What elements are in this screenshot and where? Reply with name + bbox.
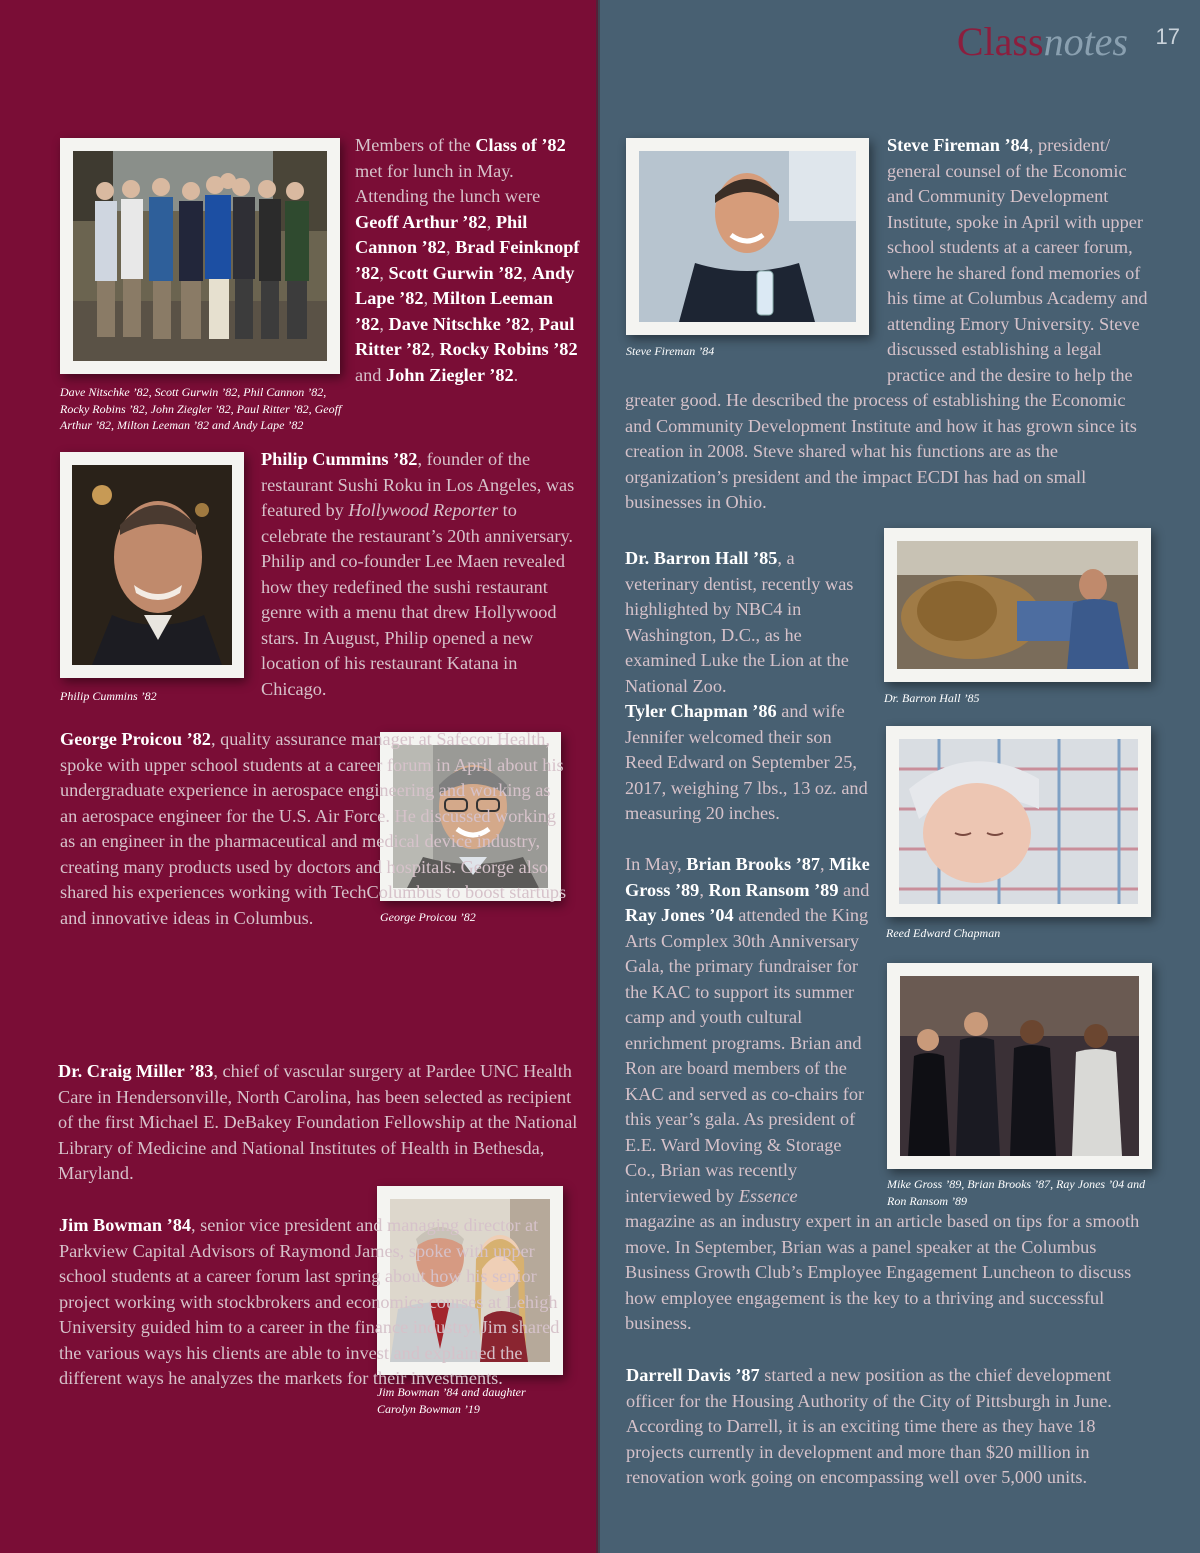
kac-attendee: Ron Ransom ’89 [708,879,839,900]
cummins-photo [60,452,244,678]
proicou-name: George Proicou ’82 [60,729,211,749]
hall-caption: Dr. Barron Hall ’85 [884,691,980,705]
attendee-name: Paul Ritter ’82 [355,313,575,359]
miller-name: Dr. Craig Miller ’83 [58,1061,214,1081]
kac-article: In May, Brian Brooks ’87, Mike Gross ’89, Ron Ransom ’89 and Ray Jones ’04 attended the King Arts Complex 30th Anniversary Gala, the primary fundraiser for the KAC to support its summer camp and youth cultural enrichment programs. Brian and Ron are board members of the KAC and served as co-chairs for this year’s gala. As president of E.E. Ward Moving & Storage Co., Brian was recently interviewed by Essence magazine as an industry expert in an article based on tips for a smooth move. In September, Brian was a panel speaker at the Columbus Business Growth Club’s Employee Engagement Luncheon to discuss how employee engagement is the key to a thriving and successful business. [625,854,1140,1333]
miller-text-1: , chief of vascular surgery at Pardee UNC Health Care in Hendersonville, North Carolina, has been selected as recipient of the first Michael E. DeBakey Foundation Fellowship at the National Library of Medicine and National Institutes of Health in Bethesda, Maryland. [58,1061,578,1183]
fireman-text-1: , president/ general counsel of the Economic and Community Development Institute, spoke in April with upper school students at a career forum, where he shared fond memories of his time at Columbus Academy and attending Emory University. Steve discussed establishing a legal practice and the desire to help the greater good. He described the process of establishing the Economic and Community Development Institute and how it has grown since its creation in 2008. Steve shared what his functions are as the organization’s president and the impact ECDI has had on small businesses in Ohio. [625,135,1148,512]
chapman-text-1: and wife Jennifer welcomed their son Reed Edward on September 25, 2017, weighing 7 lbs., 13 oz. and measuring 20 inches. [625,701,868,823]
kac-attendee: Brian Brooks ’87 [686,854,821,874]
kac-text-2: magazine as an industry expert in an article based on tips for a smooth move. In September, Brian was a panel speaker at the Columbus Business Growth Club’s Employee Engagement Luncheon to discuss how employee engagement is the key to a thriving and successful business. [625,1211,1140,1333]
column-divider [596,0,600,1553]
section-title-part1: Class [956,19,1044,64]
kac-text-1: attended the King Arts Complex 30th Anniversary Gala, the primary fundraiser for the KAC to support its summer camp and youth cultural enrichment programs. Brian and Ron are board members of the KAC and served as co-chairs for this year’s gala. As president of E.E. Ward Moving & Storage Co., Brian was recently interviewed by [625,905,869,1206]
hall-name: Dr. Barron Hall ’85 [625,548,778,568]
hall-photo [884,528,1151,682]
fireman-article [625,133,1150,516]
attendee-name: John Ziegler ’82 [385,364,514,385]
group-photo-image [73,151,327,361]
attendee-name: Andy Lape ’82 [355,262,575,308]
attendee-name: Milton Leeman ’82 [355,288,554,334]
chapman-name: Tyler Chapman ’86 [625,701,777,721]
attendee-name: Rocky Robins ’82 [439,339,578,359]
davis-article [626,1363,1146,1491]
bowman-article [59,1213,569,1392]
cummins-publication: Hollywood Reporter [348,500,499,520]
cummins-text-2: to celebrate the restaurant’s 20th anniversary. Philip and co-founder Lee Maen revealed how they redefined the sushi restaurant genre with a menu that drew Hollywood stars. In August, Philip opened a new location of his restaurant Katana in Chicago. [261,500,573,699]
page-number: 17 [1155,24,1180,49]
davis-name: Darrell Davis ’87 [626,1365,760,1385]
attendee-name: Geoff Arthur ’82 [355,211,487,232]
attendee-name: Phil Cannon ’82 [355,211,528,257]
portrait-image [72,465,232,665]
proicou-text-1: , quality assurance manager at Safecor Health, spoke with upper school students at a career forum in April about his undergraduate experience in aerospace engineering and working as an aerospace engineer for the U.S. Air Force. He discussed working as an engineer in the pharmaceutical and medical device industry, creating many products used by doctors and hospitals. George also shared his experiences working with TechColumbus to boost startups and innovative ideas in Columbus. [60,729,567,928]
cummins-caption: Philip Cummins ’82 [60,689,157,703]
lion-exam-image [897,541,1138,669]
kac-text-0: In May, [625,854,687,874]
fireman-name: Steve Fireman ’84 [887,135,1029,155]
hall-text-1: , a veterinary dentist, recently was highlighted by NBC4 in Washington, D.C., as he examined Luke the Lion at the National Zoo. [625,548,854,696]
class82-photo [60,138,340,374]
class82-article: Members of the Class of ’82 met for lunch in May. Attending the lunch were Geoff Arthur ’82, Phil Cannon ’82, Brad Feinknopf ’82, Scott Gurwin ’82, Andy Lape ’82, Milton Leeman ’82, Dave Nitschke ’82, Paul Ritter ’82, Rocky Robins ’82 and John Ziegler ’82. [355,135,580,385]
page-header [600,0,1200,70]
attendee-name: Scott Gurwin ’82 [388,262,523,283]
hall-article [625,546,873,699]
attendee-name: Dave Nitschke ’82 [388,313,530,334]
cummins-text-1: , founder of the restaurant Sushi Roku in Los Angeles, was featured by [261,449,575,520]
davis-text-1: started a new position as the chief development officer for the Housing Authority of the City of Pittsburgh in June. According to Darrell, it is an exciting time there as they have 18 projects currently in development and more than $20 million in renovation work going on encompassing well over 5,000 units. [626,1365,1112,1487]
miller-article [58,1059,578,1187]
section-title-part2: notes [1043,19,1128,64]
attendee-name: Brad Feinknopf ’82 [355,237,580,283]
class82-text-2: met for lunch in May. Attending the lunch were [355,160,541,206]
kac-attendee: Mike Gross ’89 [625,854,870,900]
chapman-caption: Reed Edward Chapman [886,926,1001,940]
bowman-caption: Jim Bowman ’84 and daughter Carolyn Bowman ’19 [377,1385,526,1416]
chapman-article [625,699,873,827]
kac-attendee: Ray Jones ’04 [625,905,734,925]
fireman-caption: Steve Fireman ’84 [626,344,715,358]
class82-text-1: Members of the [355,135,476,155]
cummins-name: Philip Cummins ’82 [261,449,418,469]
cummins-article [261,447,576,702]
bowman-name: Jim Bowman ’84 [59,1215,192,1235]
bowman-text-1: , senior vice president and managing director at Parkview Capital Advisors of Raymond James, spoke with upper school students at a career forum last spring about how his senior project working with stockbrokers and economics courses at Lehigh University guided him to a career in the finance industry. Jim shared the various ways his clients are able to invest and explained the different ways he analyzes the markets for their investments. [59,1215,560,1388]
section-title [957,18,1128,65]
class82-group-name: Class of ’82 [475,135,566,155]
kac-publication: Essence [738,1185,798,1206]
proicou-caption: George Proicou ’82 [380,910,476,924]
kac-caption: Mike Gross ’89, Brian Brooks ’87, Ray Jones ’04 and Ron Ransom ’89 [887,1177,1146,1208]
proicou-article [60,727,572,931]
class82-caption: Dave Nitschke ’82, Scott Gurwin ’82, Phil Cannon ’82, Rocky Robins ’82, John Ziegler ’82, Paul Ritter ’82, Geoff Arthur ’82, Milton Leeman ’82 and Andy Lape ’82 [60,385,342,432]
